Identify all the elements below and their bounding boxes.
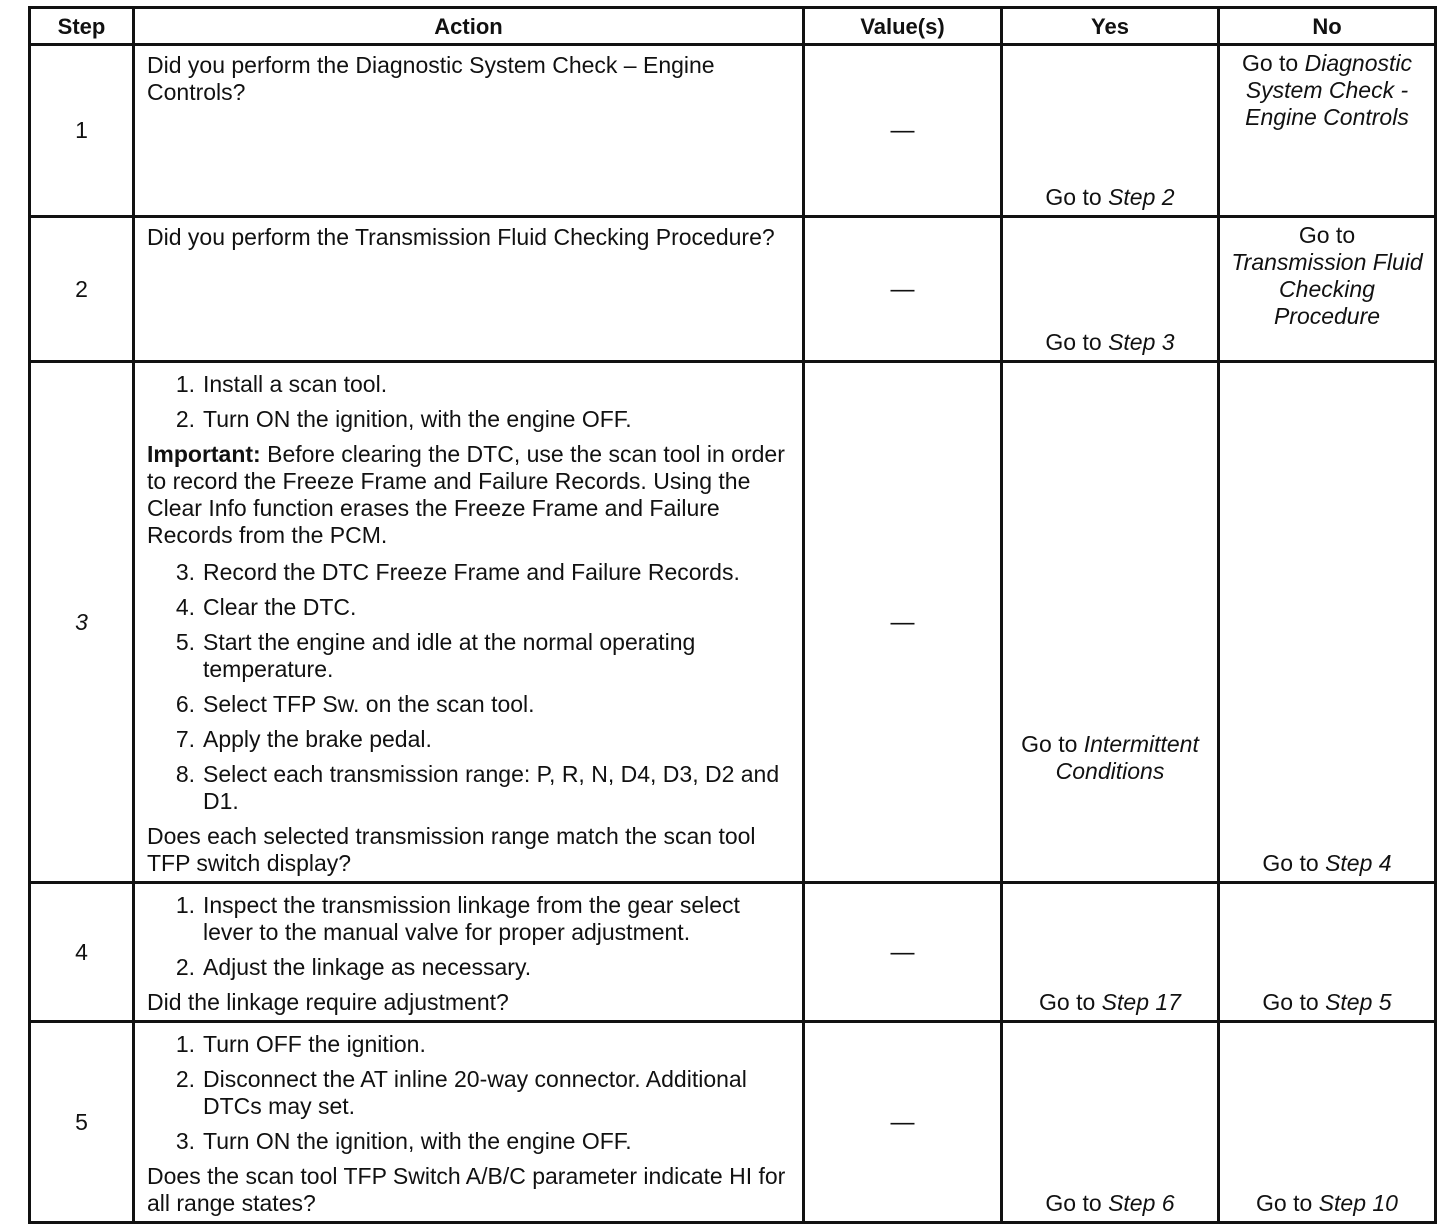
list-item-text: Apply the brake pedal. [203, 726, 432, 752]
yes-goto[interactable] [1021, 731, 1199, 784]
list-item-number: 6. [175, 691, 195, 717]
yes-cell [1002, 1022, 1219, 1223]
list-item [147, 406, 792, 433]
list-item [147, 1066, 792, 1120]
list-item [147, 954, 792, 981]
diagnostic-table [28, 6, 1437, 1224]
value-cell [804, 883, 1002, 1022]
list-item [147, 691, 792, 718]
step-number: 3 [30, 362, 134, 883]
list-item-number: 2. [175, 1066, 195, 1092]
important-text: Before clearing the DTC, use the scan tool in order to record the Freeze Frame and Failure Records. Using the Clear Info function erases the Freeze Frame and Failure Records from the PCM. [147, 441, 785, 548]
no-goto-prefix: Go to [1241, 50, 1299, 76]
list-item-number: 1. [175, 1031, 195, 1057]
value-cell [804, 217, 1002, 362]
action-cell [134, 362, 804, 883]
value-text: — [890, 608, 915, 636]
list-item-text: Inspect the transmission linkage from the gear select lever to the manual valve for proper adjustment. [203, 892, 740, 945]
action-cell [134, 45, 804, 217]
table-row-step-3 [30, 362, 1436, 883]
step-number: 4 [30, 883, 134, 1022]
no-goto-link[interactable]: Step 10 [1318, 1190, 1398, 1216]
yes-goto-prefix: Go to [1021, 731, 1078, 757]
table-row-step-1 [30, 45, 1436, 217]
list-item-text: Install a scan tool. [203, 371, 388, 397]
header-yes: Yes [1002, 8, 1219, 45]
list-item [147, 371, 792, 398]
yes-goto-link[interactable]: Step 17 [1101, 989, 1181, 1015]
action-steps-list [147, 892, 792, 981]
no-goto-prefix: Go to [1262, 989, 1319, 1015]
action-question: Did you perform the Transmission Fluid Checking Procedure? [147, 224, 775, 250]
action-question: Does each selected transmission range match the scan tool TFP switch display? [147, 823, 756, 876]
no-goto-prefix: Go to [1256, 1190, 1313, 1216]
action-cell [134, 217, 804, 362]
header-values: Value(s) [804, 8, 1002, 45]
list-item-text: Adjust the linkage as necessary. [203, 954, 532, 980]
list-item [147, 1128, 792, 1155]
list-item-text: Select TFP Sw. on the scan tool. [203, 691, 535, 717]
value-cell [804, 362, 1002, 883]
list-item-number: 8. [175, 761, 195, 787]
important-label: Important: [147, 441, 261, 467]
no-goto[interactable] [1231, 222, 1422, 329]
value-cell [804, 45, 1002, 217]
value-text: — [890, 1108, 915, 1136]
list-item-text: Disconnect the AT inline 20-way connector. Additional DTCs may set. [203, 1066, 747, 1119]
list-item-text: Turn OFF the ignition. [203, 1031, 426, 1057]
table-row-step-5 [30, 1022, 1436, 1223]
no-goto-link[interactable]: Transmission Fluid Checking Procedure [1231, 249, 1423, 329]
list-item-number: 1. [175, 892, 195, 918]
list-item-text: Record the DTC Freeze Frame and Failure Records. [203, 559, 740, 585]
yes-goto-link[interactable]: Intermittent Conditions [1055, 731, 1199, 784]
no-goto-prefix: Go to [1262, 850, 1319, 876]
no-goto[interactable] [1262, 850, 1391, 876]
value-cell [804, 1022, 1002, 1223]
table-row-step-4 [30, 883, 1436, 1022]
list-item [147, 892, 792, 946]
value-text: — [890, 275, 915, 303]
yes-goto-prefix: Go to [1039, 989, 1096, 1015]
step-number: 5 [30, 1022, 134, 1223]
list-item-text: Start the engine and idle at the normal operating temperature. [203, 629, 696, 682]
no-goto[interactable] [1242, 50, 1412, 130]
no-goto-prefix: Go to [1298, 222, 1356, 248]
yes-goto-prefix: Go to [1045, 184, 1102, 210]
value-text: — [890, 938, 915, 966]
yes-goto-link[interactable]: Step 6 [1108, 1190, 1175, 1216]
step-number: 1 [30, 45, 134, 217]
list-item [147, 629, 792, 683]
no-goto[interactable] [1262, 989, 1391, 1015]
no-goto-link[interactable]: Step 5 [1325, 989, 1392, 1015]
list-item-number: 1. [175, 371, 195, 397]
list-item-number: 3. [175, 1128, 195, 1154]
action-question: Did the linkage require adjustment? [147, 989, 509, 1015]
list-item-text: Clear the DTC. [203, 594, 357, 620]
action-question: Did you perform the Diagnostic System Check – Engine Controls? [147, 52, 715, 105]
no-goto-link[interactable]: Step 4 [1325, 850, 1392, 876]
list-item-number: 5. [175, 629, 195, 655]
list-item [147, 559, 792, 586]
header-row [30, 8, 1436, 45]
action-cell [134, 1022, 804, 1223]
action-steps-list [147, 559, 792, 815]
yes-goto[interactable] [1039, 989, 1181, 1015]
list-item [147, 761, 792, 815]
yes-cell [1002, 883, 1219, 1022]
list-item [147, 1031, 792, 1058]
action-cell [134, 883, 804, 1022]
list-item-text: Turn ON the ignition, with the engine OFF. [203, 406, 632, 432]
no-cell [1219, 883, 1436, 1022]
step-number: 2 [30, 217, 134, 362]
no-cell [1219, 1022, 1436, 1223]
no-cell [1219, 362, 1436, 883]
value-text: — [890, 117, 915, 144]
yes-goto[interactable] [1045, 329, 1174, 355]
no-goto[interactable] [1256, 1190, 1398, 1216]
list-item [147, 594, 792, 621]
yes-goto-link[interactable]: Step 3 [1108, 329, 1175, 355]
yes-goto-prefix: Go to [1045, 1190, 1102, 1216]
table-row-step-2 [30, 217, 1436, 362]
list-item-number: 7. [175, 726, 195, 752]
yes-goto[interactable] [1045, 184, 1174, 210]
yes-goto-prefix: Go to [1045, 329, 1102, 355]
no-cell [1219, 45, 1436, 217]
list-item-number: 2. [175, 954, 195, 980]
header-no: No [1219, 8, 1436, 45]
yes-cell [1002, 45, 1219, 217]
yes-goto-link[interactable]: Step 2 [1108, 184, 1175, 210]
list-item-text: Turn ON the ignition, with the engine OFF. [203, 1128, 632, 1154]
list-item [147, 726, 792, 753]
header-action: Action [134, 8, 804, 45]
list-item-number: 3. [175, 559, 195, 585]
header-step: Step [30, 8, 134, 45]
list-item-number: 4. [175, 594, 195, 620]
important-note [147, 441, 792, 549]
yes-goto[interactable] [1045, 1190, 1174, 1216]
list-item-number: 2. [175, 406, 195, 432]
action-steps-list [147, 371, 792, 433]
yes-cell [1002, 217, 1219, 362]
no-cell [1219, 217, 1436, 362]
action-question: Does the scan tool TFP Switch A/B/C parameter indicate HI for all range states? [147, 1163, 786, 1216]
list-item-text: Select each transmission range: P, R, N, D4, D3, D2 and D1. [203, 761, 780, 814]
yes-cell [1002, 362, 1219, 883]
action-steps-list [147, 1031, 792, 1155]
no-goto-link[interactable]: Diagnostic System Check - Engine Controls [1245, 50, 1413, 130]
